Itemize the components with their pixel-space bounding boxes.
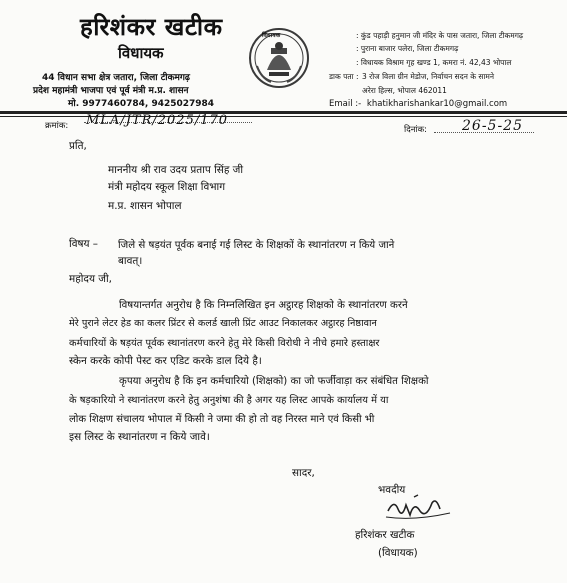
subject-line-1: जिले से षड़यंत पूर्वक बनाई गई लिस्ट के शिक्षकों के स्थानांतरण न किये जाने xyxy=(118,240,395,251)
para2-line-2: के षड़कारियो ने स्थानांतरण करने हेतु अनुशंषा की है अगर यह लिस्ट आपके कार्यालय में या xyxy=(69,395,389,406)
ref-number: MLA/JTR/2025/170 xyxy=(86,113,229,128)
emblem-caption: विधायक xyxy=(262,32,281,39)
recipient-line-2: मंत्री महोदय स्कूल शिक्षा विभाग xyxy=(108,181,226,193)
para2-line-4: इस लिस्ट के स्थानांतरण न किये जावे। xyxy=(69,431,210,443)
para1-line-3: कर्मचारियों के षड़यंत पूर्वक स्थानांतरण करने हेतु मेरे किसी विरोधी ने नीचे हमारे हस्ताक्षर xyxy=(69,338,380,349)
address-line-3: : विधायक विश्राम गृह खण्ड 1, कमरा नं. 42,43 भोपाल xyxy=(356,58,512,67)
date-value: 26-5-25 xyxy=(462,118,523,134)
signature-mark xyxy=(384,493,454,523)
post-address-label: डाक पता : xyxy=(329,72,359,81)
email-row xyxy=(329,99,507,109)
salutation: महोदय जी, xyxy=(69,273,112,285)
para1-line-1: विषयान्तर्गत अनुरोध है कि निम्नलिखित इन अट्ठारह शिक्षको के स्थानांतरण करने xyxy=(119,300,408,311)
recipient-line-1: माननीय श्री राव उदय प्रताप सिंह जी xyxy=(108,164,244,176)
mobile-line: मो. 9977460784, 9425027984 xyxy=(68,99,215,109)
post-address-line-1: 3 रोज विला ग्रीन मेडोज, निर्वाचन सदन के सामने xyxy=(362,72,495,81)
date-label: दिनांक: xyxy=(404,125,428,135)
bhavdiya-text: भवदीय xyxy=(378,484,406,496)
letterhead-name: हरिशंकर खटीक xyxy=(80,13,223,41)
subject-label: विषय – xyxy=(69,238,98,250)
para1-line-2: मेरे पुराने लेटर हेड का कलर प्रिंटर से कलर्ड खाली प्रिंट आउट निकालकर अट्ठारह निष्ठावान xyxy=(69,318,377,329)
address-line-1: : कुंड पहाड़ी हनुमान जी मंदिर के पास जतारा, जिला टीकमगढ़ xyxy=(356,31,524,40)
para1-line-4: स्केन करके कोपी पेस्ट कर एडिट करके डाल दिये है। xyxy=(69,355,262,367)
address-line-2: : पुराना बाजार पलेरा, जिला टीकमगढ़ xyxy=(356,44,459,53)
to-label: प्रति, xyxy=(69,140,87,152)
recipient-line-3: म.प्र. शासन भोपाल xyxy=(108,200,182,212)
para2-line-1: कृपया अनुरोध है कि इन कर्मचारियो (शिक्षको) का जो फर्जीवाड़ा कर संबंधित शिक्षको xyxy=(119,376,429,387)
constituency-line: 44 विधान सभा क्षेत्र जतारा, जिला टीकमगढ़ xyxy=(42,73,190,83)
letterhead-designation: विधायक xyxy=(118,44,164,62)
subject-line-2: बावत्। xyxy=(118,255,143,267)
para2-line-3: लोक शिक्षण संचालय भोपाल में किसी ने जमा की हो तो वह निरस्त माने एवं किसी भी xyxy=(69,414,375,425)
signer-name: हरिशंकर खटीक xyxy=(355,529,415,541)
ref-label: क्रमांक: xyxy=(45,121,69,131)
signer-title: (विधायक) xyxy=(378,547,418,559)
sadar-text: सादर, xyxy=(292,467,315,479)
email-address[interactable]: khatikharishankar10@gmail.com xyxy=(366,99,508,109)
party-position-line: प्रदेश महामंत्री भाजपा एवं पूर्व मंत्री म.प्र. शासन xyxy=(33,86,189,96)
email-label: Email :- xyxy=(329,99,362,109)
post-address-line-2: अरेरा हिल्स, भोपाल 462011 xyxy=(362,86,447,95)
